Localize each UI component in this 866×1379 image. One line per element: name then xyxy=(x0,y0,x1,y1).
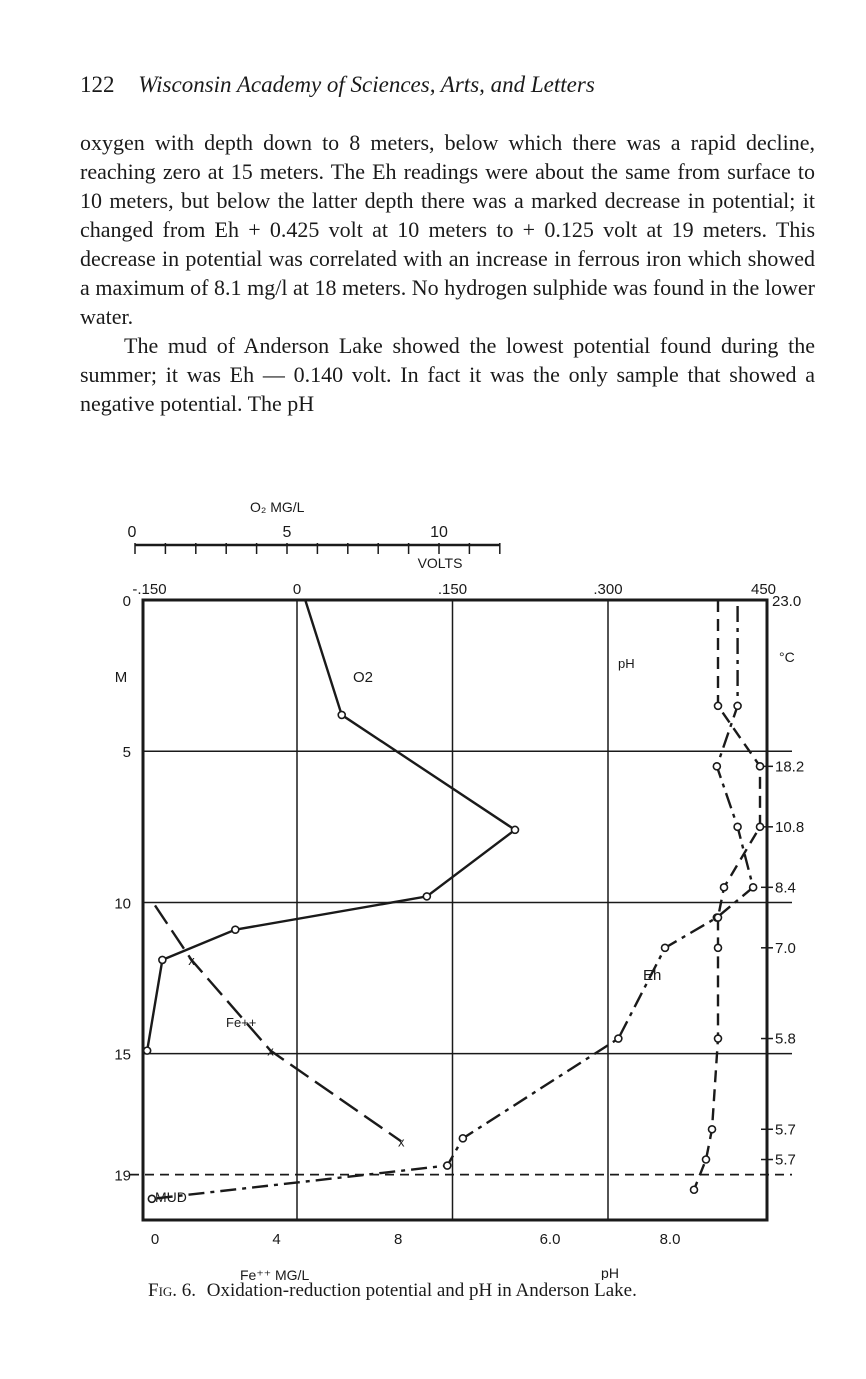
depth-tick-label: 0 xyxy=(122,593,131,610)
data-point-o2 xyxy=(338,711,345,718)
volts-tick-label: 0 xyxy=(292,581,302,598)
data-point-fe: x xyxy=(267,1043,274,1059)
data-point-eh xyxy=(734,823,741,830)
data-point-ph xyxy=(703,1156,710,1163)
data-point-fe: x xyxy=(188,952,195,968)
data-point-eh xyxy=(713,763,720,770)
data-point-fe: x xyxy=(397,1134,405,1150)
temp-tick-label: 8.4 xyxy=(775,879,796,897)
o2-tick-label: 5 xyxy=(282,524,292,541)
figure-6 xyxy=(100,490,820,1290)
data-point-o2 xyxy=(232,926,239,933)
depth-tick-label: 19 xyxy=(114,1167,131,1185)
ph-axis-title: pH xyxy=(601,1265,619,1280)
o2-tick-label: 0 xyxy=(127,524,137,541)
volts-axis-title: VOLTS xyxy=(417,555,463,571)
depth-axis-title: M xyxy=(114,669,128,686)
page-header xyxy=(80,72,780,98)
volts-tick-label: .150 xyxy=(437,581,468,598)
series-label-ph: pH xyxy=(618,656,635,671)
ph-tick-label: 8.0 xyxy=(659,1231,681,1248)
data-point-ph xyxy=(757,823,764,830)
data-point-ph xyxy=(715,1035,722,1042)
temp-tick-label: 18.2 xyxy=(775,758,805,776)
volts-tick-label: 450 xyxy=(750,581,777,598)
depth-tick-label: 10 xyxy=(114,895,131,913)
temp-tick-label: 10.8 xyxy=(775,818,805,836)
page-number: 122 xyxy=(80,72,115,97)
temp-tick-label: 7.0 xyxy=(775,939,796,957)
volts-tick-label: -.150 xyxy=(132,581,167,598)
journal-title: Wisconsin Academy of Sciences, Arts, and Letters xyxy=(138,72,595,97)
series-label-fe: Fe++ xyxy=(226,1015,257,1030)
temp-tick-label: 5.8 xyxy=(775,1030,796,1048)
data-point-ph xyxy=(757,763,764,770)
data-point-o2 xyxy=(423,893,430,900)
data-point-ph xyxy=(715,702,722,709)
temp-tick-label: 5.7 xyxy=(775,1121,796,1139)
paragraph: The mud of Anderson Lake showed the lowest potential found during the summer; it was Eh — 0.140 volt. In fact it was the only sample that showed a negative potential. The pH xyxy=(80,333,815,416)
o2-axis-title: O₂ MG/L xyxy=(250,499,305,515)
fe-tick-label: 0 xyxy=(150,1231,160,1248)
data-point-ph xyxy=(709,1126,716,1133)
series-line-ph xyxy=(694,600,760,1190)
data-point-eh xyxy=(750,884,757,891)
fe-tick-label: 4 xyxy=(272,1231,281,1248)
depth-tick-label: 5 xyxy=(122,744,131,762)
data-point-o2 xyxy=(512,826,519,833)
data-point-ph xyxy=(715,944,722,951)
data-point-ph xyxy=(715,914,722,921)
ph-tick-label: 6.0 xyxy=(539,1231,561,1248)
depth-tick-label: 15 xyxy=(114,1046,131,1064)
series-label-eh: Eh xyxy=(643,967,662,984)
fe-axis-title: Fe⁺⁺ MG/L xyxy=(240,1267,310,1280)
data-point-eh xyxy=(615,1035,622,1042)
data-point-o2 xyxy=(159,956,166,963)
plot-frame xyxy=(143,600,767,1220)
chart xyxy=(100,490,820,1280)
paragraph: oxygen with depth down to 8 meters, below which there was a rapid decline, reaching zero at 15 meters. The Eh readings were about the same from surface to 10 meters, but below the latter depth there was a marked decrease in potential; it changed from Eh + 0.425 volt at 10 meters to + 0.125 volt at 19 meters. This decrease in potential was correlated with an increase in ferrous iron which showed a maximum of 8.1 mg/l at 18 meters. No hydrogen sulphide was found in the lower water. xyxy=(80,130,815,329)
data-point-eh xyxy=(734,702,741,709)
figure-caption xyxy=(148,1280,808,1302)
body-text xyxy=(80,128,815,418)
mud-label: MUD xyxy=(155,1189,187,1205)
caption-label: Fig. 6. xyxy=(148,1280,197,1301)
temp-axis-title: °C xyxy=(779,649,795,665)
data-point-eh xyxy=(459,1135,466,1142)
temp-tick-label: 23.0 xyxy=(772,593,802,610)
data-point-o2 xyxy=(144,1047,151,1054)
fe-tick-label: 8 xyxy=(394,1231,403,1248)
data-point-ph xyxy=(721,884,728,891)
data-point-ph xyxy=(691,1186,698,1193)
data-point-eh xyxy=(444,1162,451,1169)
caption-text: Oxidation-reduction potential and pH in Anderson Lake. xyxy=(206,1280,637,1301)
series-line-fe xyxy=(155,905,401,1141)
temp-tick-label: 5.7 xyxy=(775,1151,796,1169)
volts-tick-label: .300 xyxy=(593,581,623,598)
o2-tick-label: 10 xyxy=(430,524,448,541)
data-point-eh xyxy=(662,944,669,951)
series-line-o2 xyxy=(147,600,515,1051)
series-label-o2: O2 xyxy=(353,669,374,686)
